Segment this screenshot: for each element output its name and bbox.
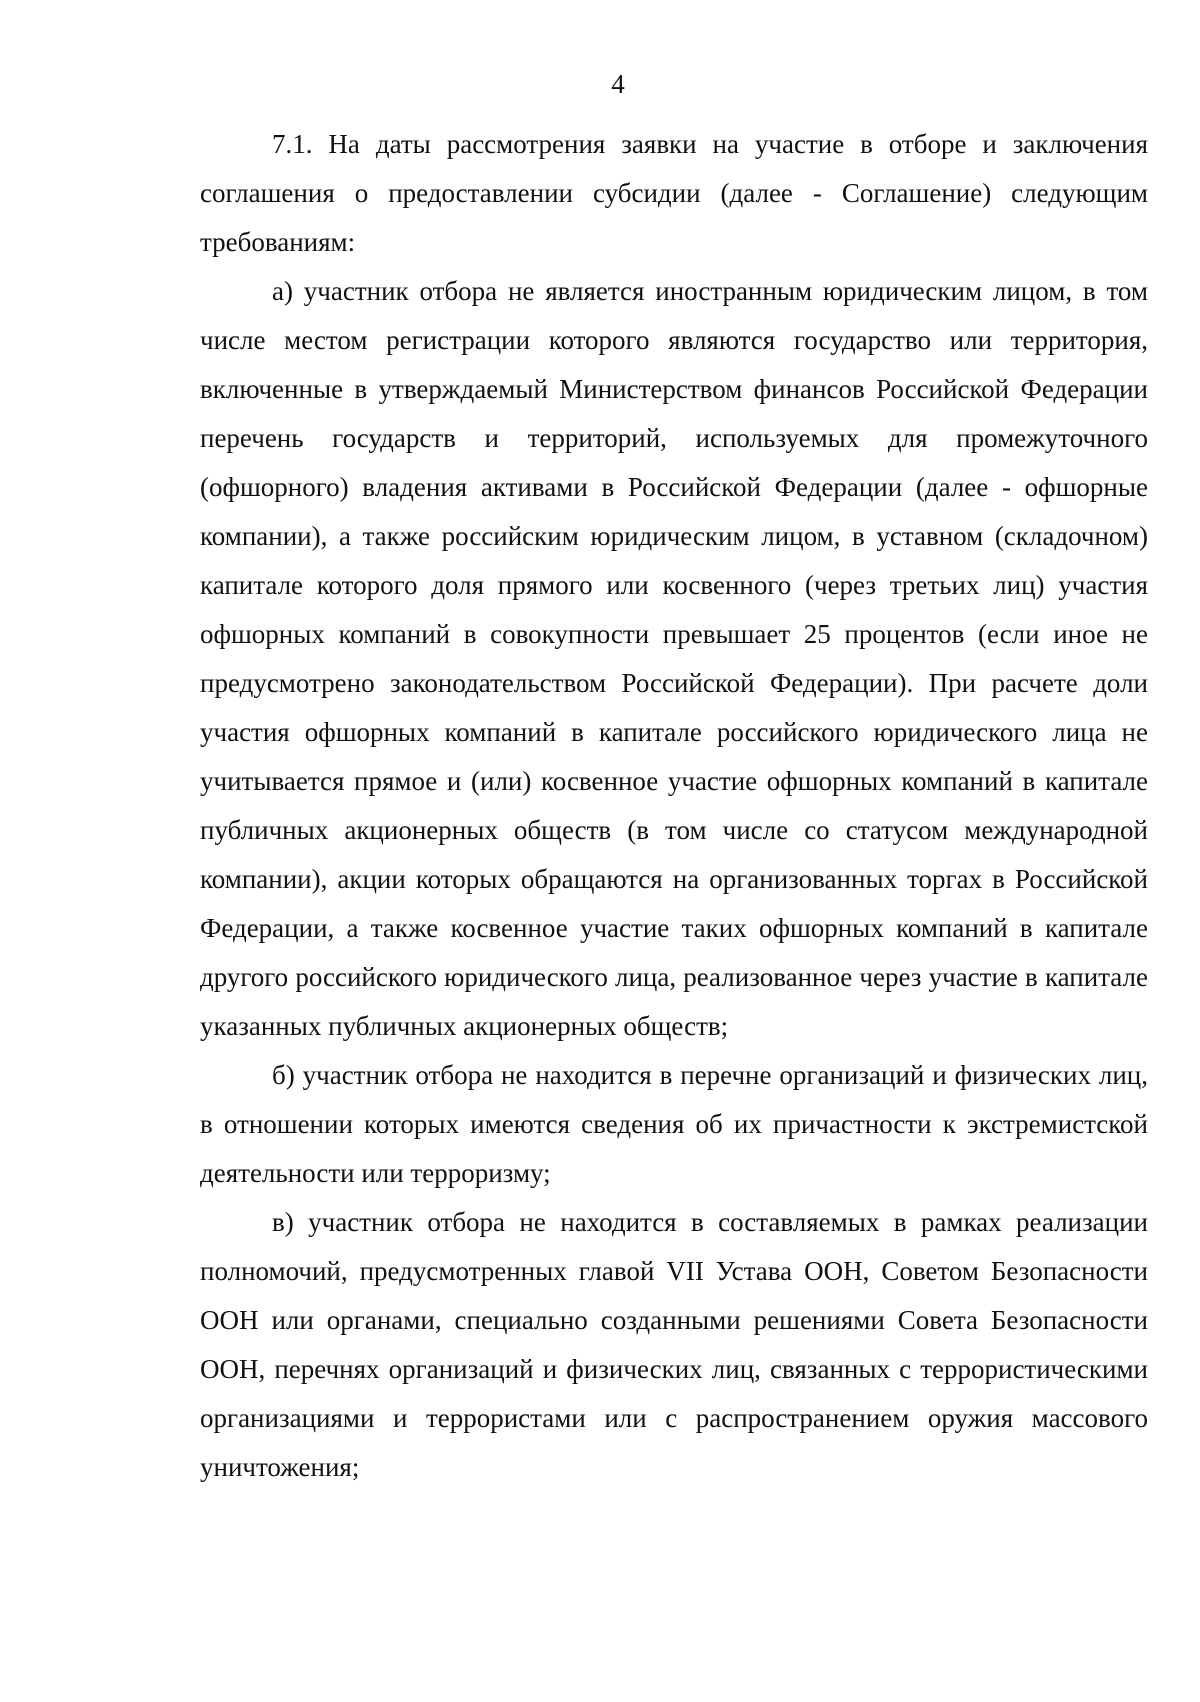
paragraph-v: в) участник отбора не находится в составляемых в рамках реализации полномочий, предусмотренных главой VII Устава ООН, Советом Безопасности ООН или органами, специально созданными решениями Совета Безопасности ООН, перечнях организаций и физических лиц, связанных с террористическими организациями и террористами или с распространением оружия массового уничтожения; xyxy=(200,1207,1148,1482)
paragraph-b: б) участник отбора не находится в перечне организаций и физических лиц, в отношении которых имеются сведения об их причастности к экстремистской деятельности или терроризму; xyxy=(200,1060,1148,1188)
paragraph-7-1: 7.1. На даты рассмотрения заявки на участие в отборе и заключения соглашения о предоставлении субсидии (далее - Соглашение) следующим требованиям: xyxy=(200,129,1148,257)
page-number: 4 xyxy=(611,69,625,99)
document-body xyxy=(200,120,1148,1492)
paragraph-a: а) участник отбора не является иностранным юридическим лицом, в том числе местом регистрации которого являются государство или территория, включенные в утверждаемый Министерством финансов Российской Федерации перечень государств и территорий, используемых для промежуточного (офшорного) владения активами в Российской Федерации (далее - офшорные компании), а также российским юридическим лицом, в уставном (складочном) капитале которого доля прямого или косвенного (через третьих лиц) участия офшорных компаний в совокупности превышает 25 процентов (если иное не предусмотрено законодательством Российской Федерации). При расчете доли участия офшорных компаний в капитале российского юридического лица не учитывается прямое и (или) косвенное участие офшорных компаний в капитале публичных акционерных обществ (в том числе со статусом международной компании), акции которых обращаются на организованных торгах в Российской Федерации, а также косвенное участие таких офшорных компаний в капитале другого российского юридического лица, реализованное через участие в капитале указанных публичных акционерных обществ; xyxy=(200,276,1148,1041)
